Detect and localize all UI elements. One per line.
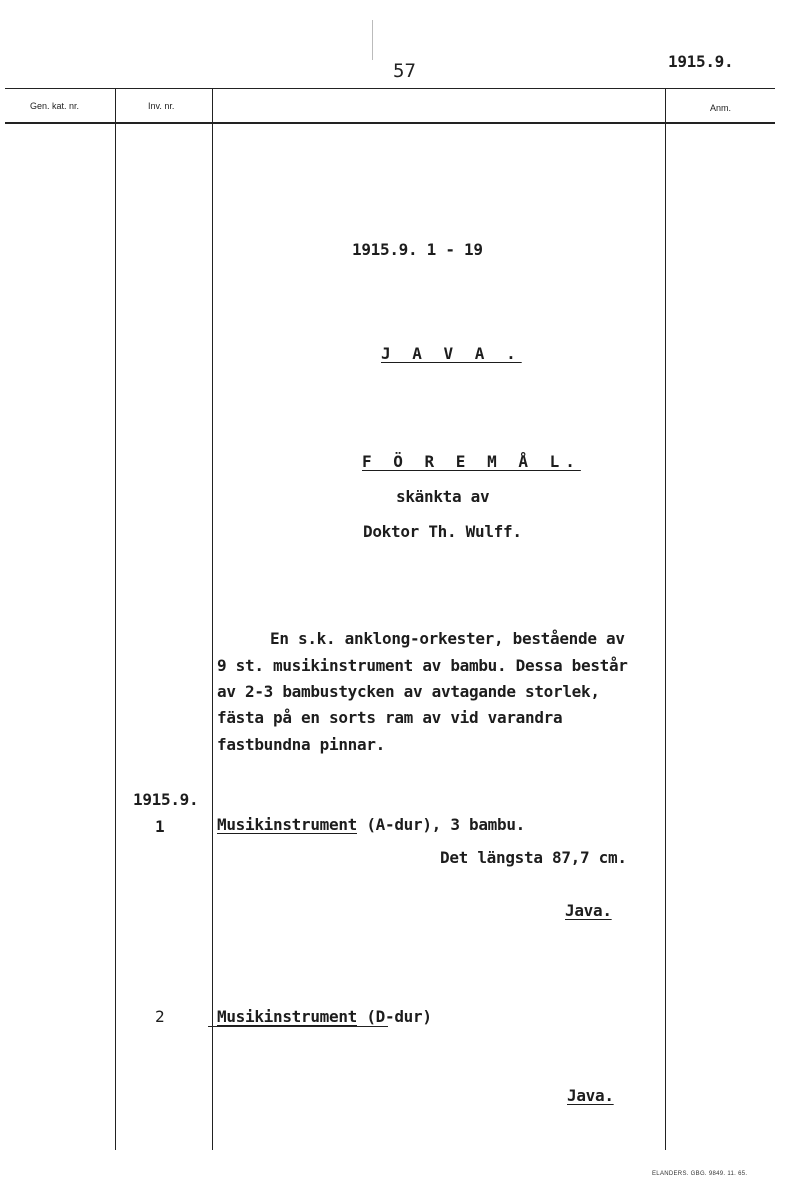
column-header-anm: Anm. [710,103,732,113]
entry-2-underline [208,1026,388,1027]
header-top-rule [5,88,775,89]
entry-2-detail: (D-dur) [357,1007,432,1026]
entry-1-measure: Det längsta 87,7 cm. [440,848,627,867]
donated-by-label: skänkta av [396,487,490,506]
header-bottom-rule [5,122,775,124]
description-line-1: En s.k. anklong-orkester, bestående av [270,629,625,648]
entry-1-place: Java. [565,901,612,920]
printer-imprint: ELANDERS. GBG. 9849. 11. 65. [652,1171,748,1177]
entry-2-place: Java. [567,1086,614,1105]
column-divider-left [115,88,116,1150]
column-divider-inv [212,88,213,1150]
description-line-2: 9 st. musikinstrument av bambu. Dessa består [217,656,628,675]
place-heading: J A V A . [381,344,522,363]
entry-collection-number: 1915.9. [133,790,199,809]
entry-1-number: 1 [155,817,165,836]
objects-heading: F Ö R E M Å L. [362,452,581,471]
binding-mark [372,20,373,60]
description-line-5: fastbundna pinnar. [217,735,385,754]
entry-2-text [217,1007,432,1026]
entry-2-name: Musikinstrument [217,1007,357,1026]
description-line-3: av 2-3 bambustycken av avtagande storlek, [217,682,600,701]
entry-1-name: Musikinstrument [217,815,357,834]
donor-name: Doktor Th. Wulff. [363,522,522,541]
entry-1-text [217,815,525,834]
entry-1-detail: (A-dur), 3 bambu. [357,815,525,834]
header-reference: 1915.9. [668,52,734,71]
column-header-inv-nr: Inv. nr. [148,101,175,111]
page-number: 57 [393,60,416,82]
entry-2-number: 2 [155,1007,165,1026]
inventory-range: 1915.9. 1 - 19 [352,240,483,259]
column-divider-anm [665,88,666,1150]
description-line-4: fästa på en sorts ram av vid varandra [217,708,563,727]
column-header-gen-kat-nr: Gen. kat. nr. [30,101,80,111]
